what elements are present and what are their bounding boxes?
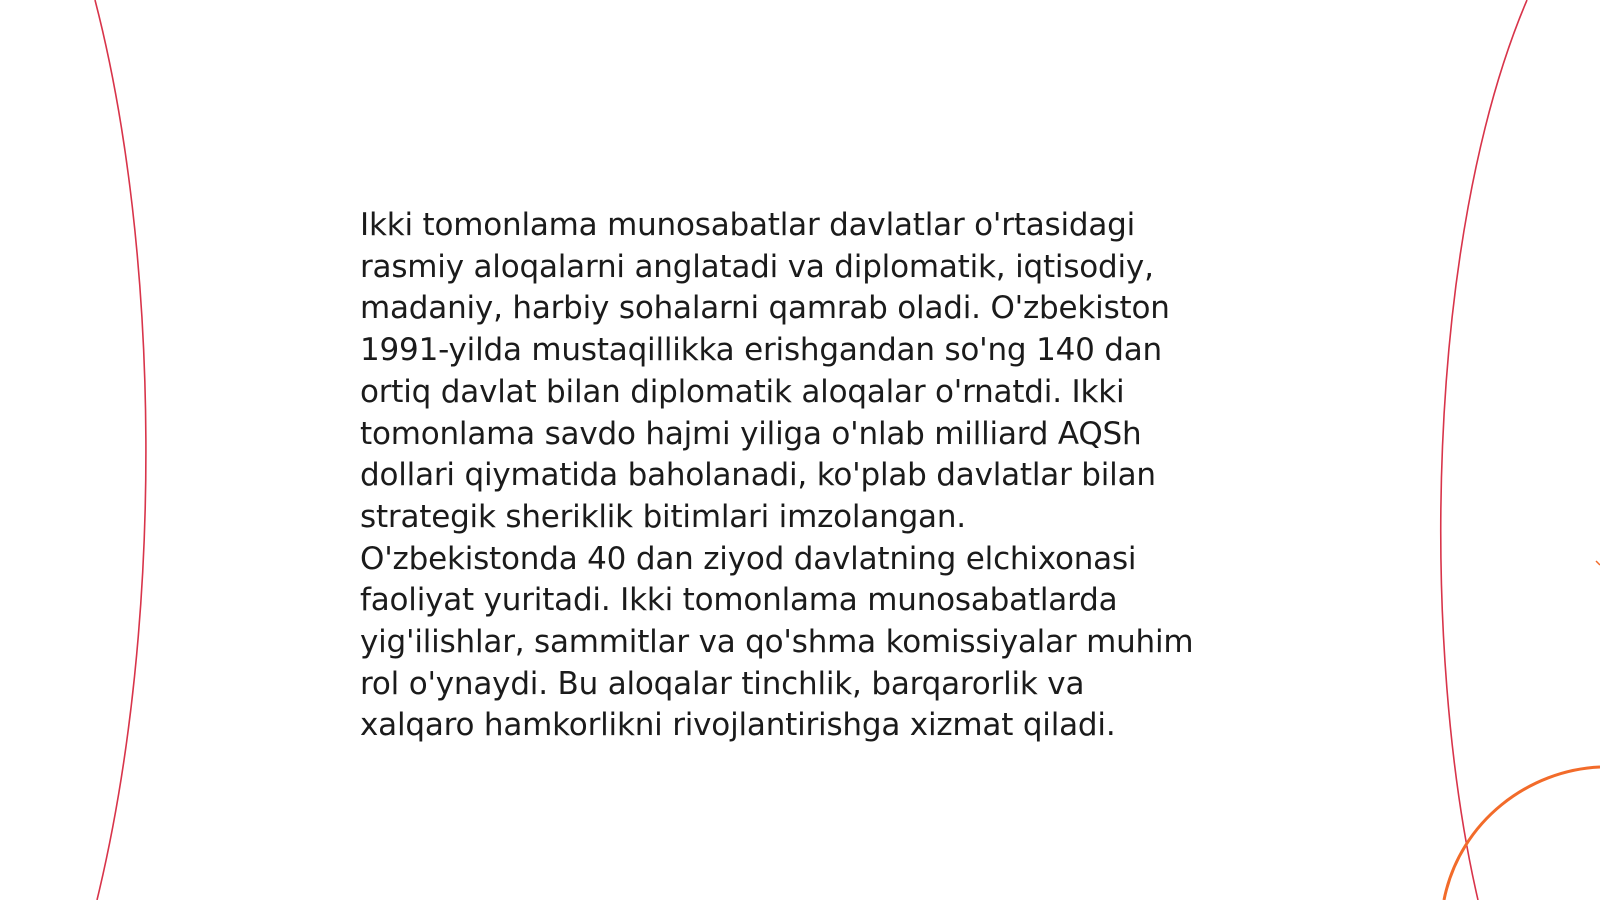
right-edge-tick	[1596, 561, 1600, 565]
slide-body-text: Ikki tomonlama munosabatlar davlatlar o'rtasidagi rasmiy aloqalarni anglatadi va diplomatik, iqtisodiy, madaniy, harbiy sohalarni qamrab oladi. O'zbekiston 1991-yilda mustaqillikka erishgandan so'ng 140 dan ortiq davlat bilan diplomatik aloqalar o'rnatdi. Ikki tomonlama savdo hajmi yiliga o'nlab milliard AQSh dollari qiymatida baholanadi, ko'plab davlatlar bilan strategik sheriklik bitimlari imzolangan. O'zbekistonda 40 dan ziyod davlatning elchixonasi faoliyat yuritadi. Ikki tomonlama munosabatlarda yig'ilishlar, sammitlar va qo'shma komissiyalar muhim rol o'ynaydi. Bu aloqalar tinchlik, barqarorlik va xalqaro hamkorlikni rivojlantirishga xizmat qiladi.	[360, 207, 1194, 744]
orange-accent-arc	[1444, 767, 1600, 900]
left-curve-line	[95, 0, 146, 900]
right-curve-line	[1441, 0, 1527, 900]
